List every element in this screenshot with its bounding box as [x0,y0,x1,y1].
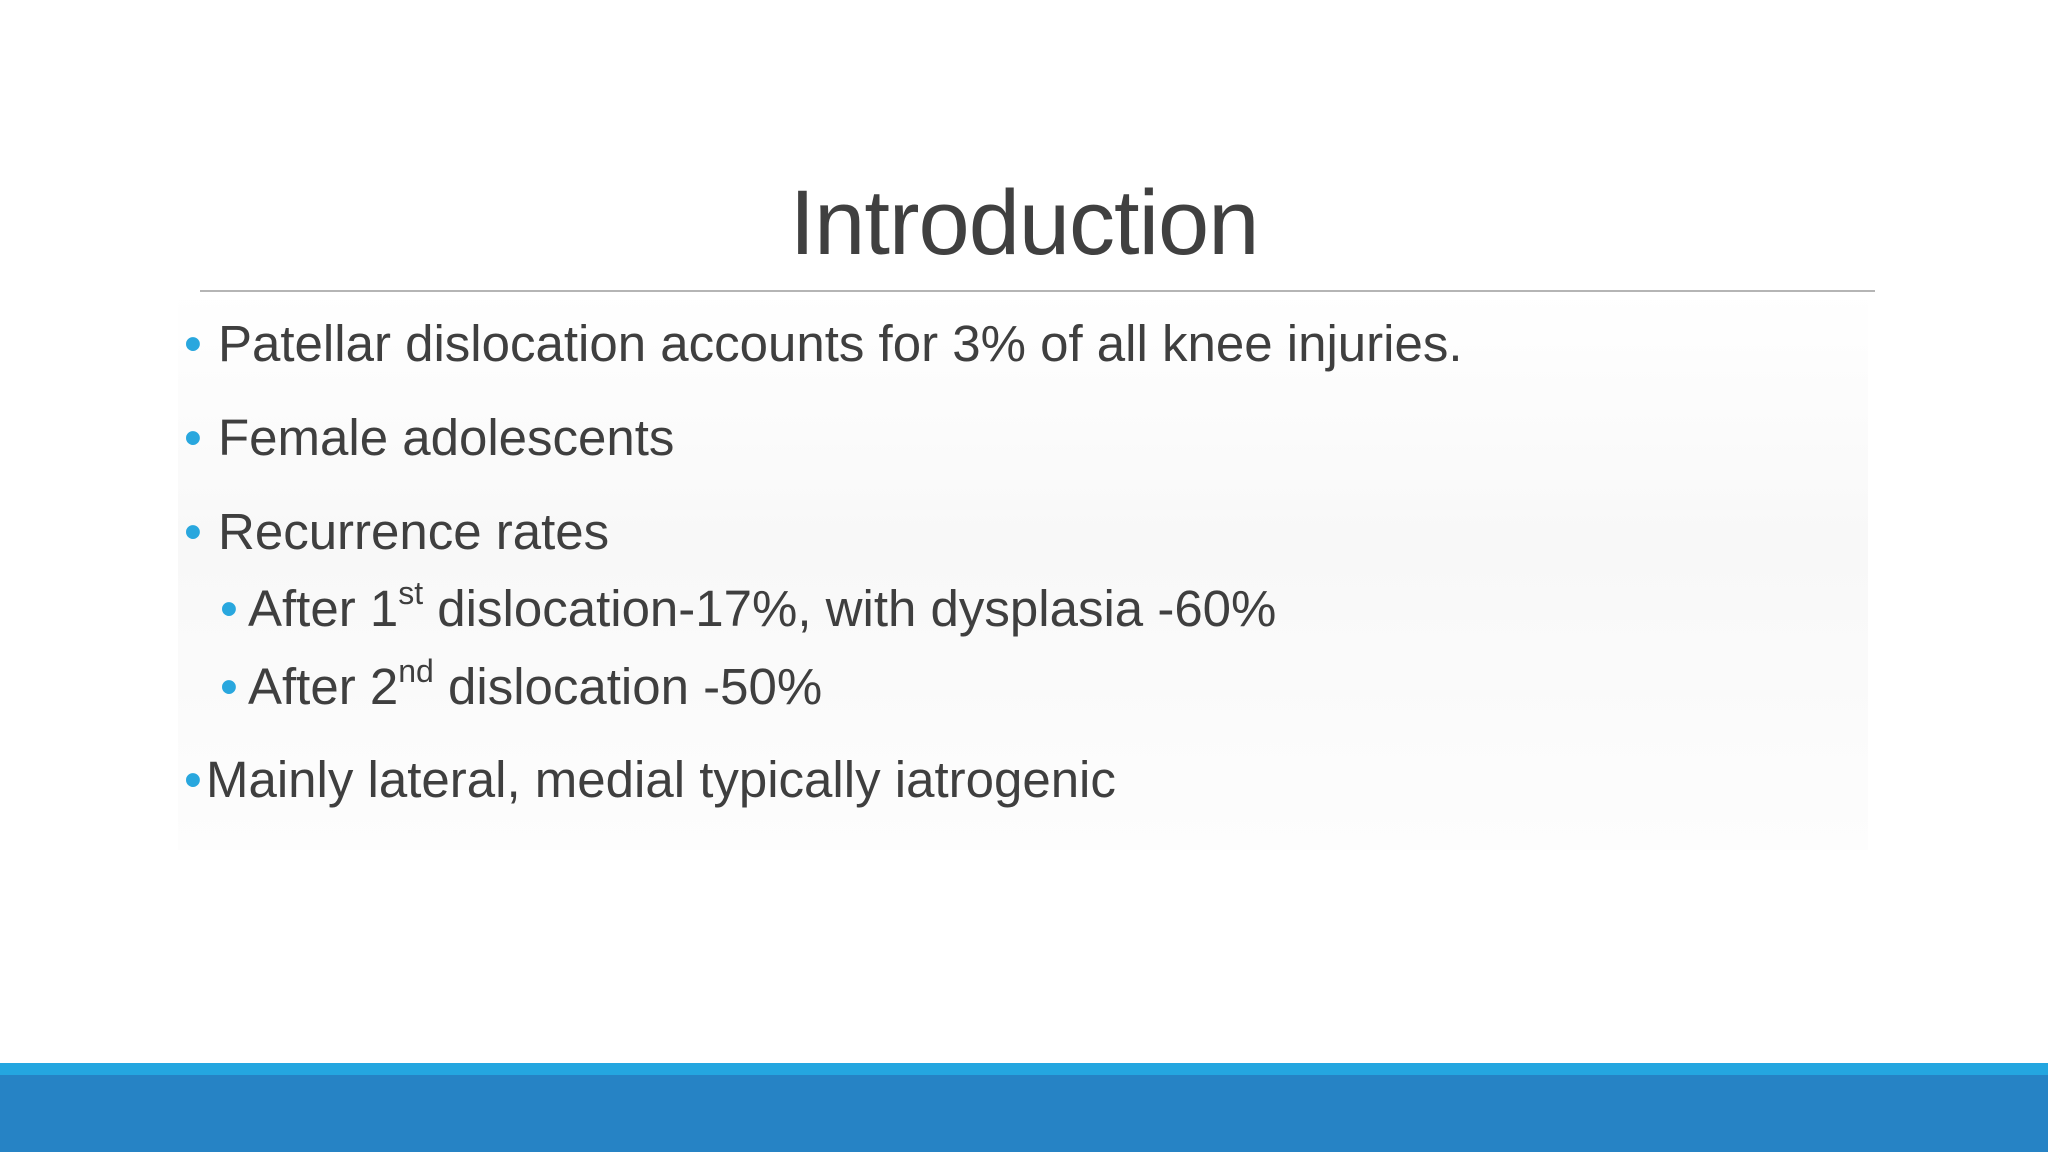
title-divider [200,290,1875,292]
bullet-text: Patellar dislocation accounts for 3% of all knee injuries. [218,315,1463,372]
bullet-item [184,306,1844,382]
bullet-item [184,400,1844,476]
bullet-list [184,306,1844,836]
sub-bullet-text-end: dislocation -50% [433,658,823,715]
bullet-text: Mainly lateral, medial typically iatrogenic [206,751,1116,808]
sub-bullet-text-end: dislocation-17%, with dysplasia -60% [423,580,1277,637]
bullet-icon: • [184,503,202,560]
footer-accent-bar [0,1063,2048,1075]
sub-bullet-text-start: After 2 [248,658,399,715]
sub-bullet-item [184,648,1844,726]
slide-title: Introduction [789,172,1259,274]
bullet-item [184,494,1844,570]
footer-bar [0,1075,2048,1152]
bullet-icon: • [220,580,238,637]
bullet-item [184,742,1844,818]
bullet-text: Recurrence rates [218,503,610,560]
sub-bullet-item [184,570,1844,648]
ordinal-suffix: nd [398,653,434,689]
sub-bullet-text-start: After 1 [248,580,399,637]
bullet-icon: • [184,409,202,466]
bullet-icon: • [220,658,238,715]
bullet-icon: • [184,751,202,808]
bullet-text: Female adolescents [218,409,675,466]
bullet-icon: • [184,315,202,372]
ordinal-suffix: st [398,575,424,611]
